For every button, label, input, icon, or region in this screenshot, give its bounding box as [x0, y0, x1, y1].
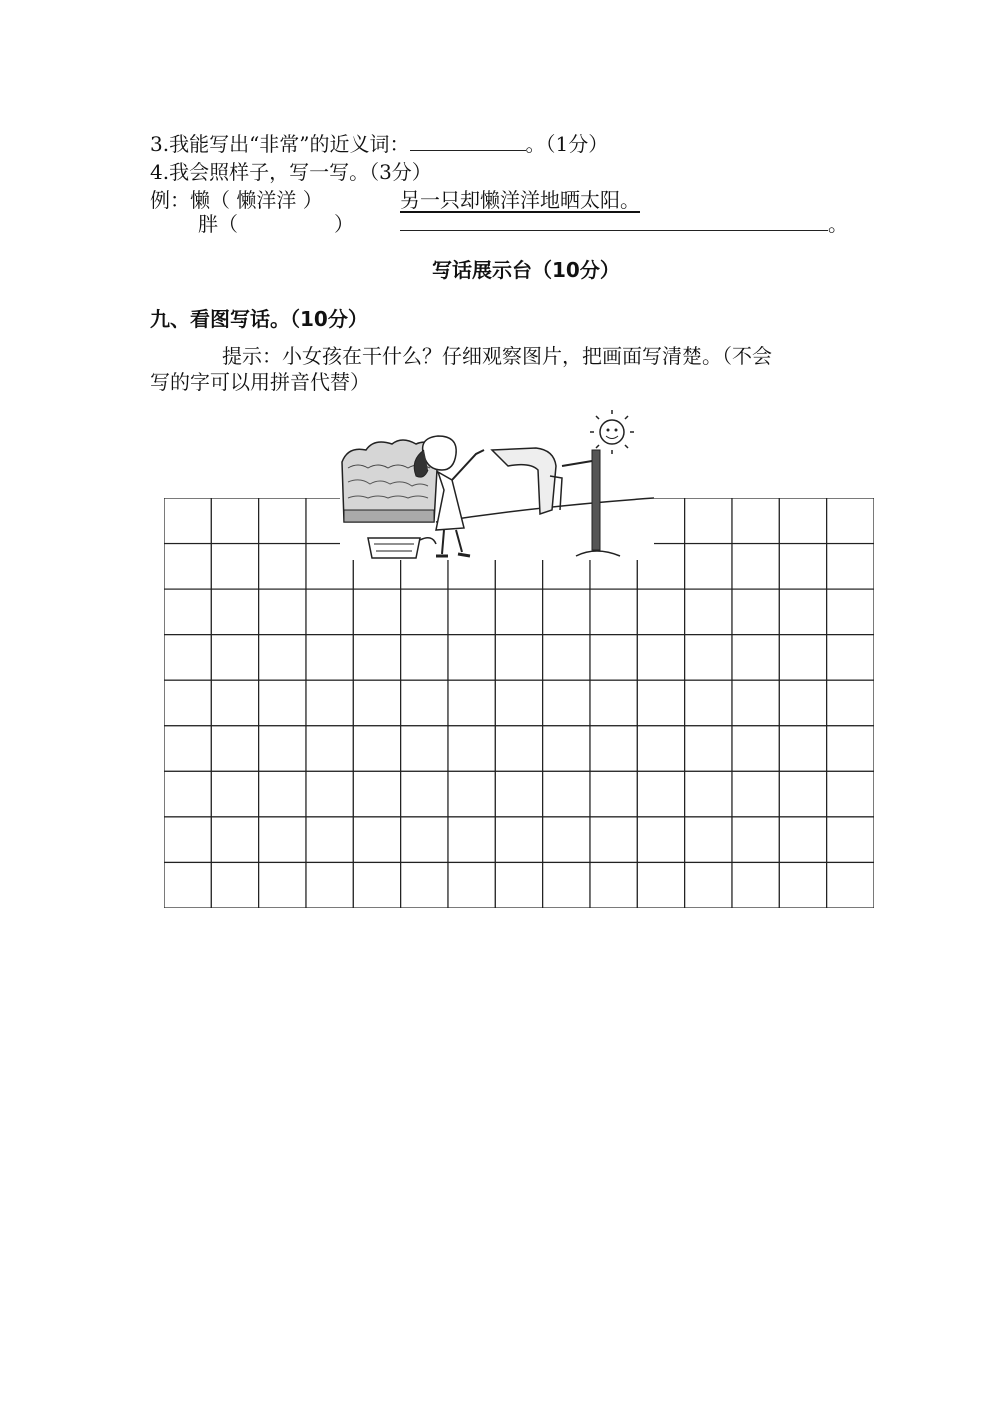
example-answer: 懒洋洋: [236, 188, 297, 212]
grid-cell[interactable]: [211, 862, 258, 908]
grid-cell[interactable]: [259, 498, 306, 544]
question-4: 4.我会照样子，写一写。（3分）: [150, 160, 432, 184]
grid-cell[interactable]: [827, 862, 874, 908]
grid-cell[interactable]: [732, 726, 779, 772]
grid-cell[interactable]: [637, 680, 684, 726]
grid-cell[interactable]: [353, 680, 400, 726]
grid-cell[interactable]: [732, 862, 779, 908]
grid-cell[interactable]: [353, 635, 400, 681]
grid-cell[interactable]: [259, 544, 306, 590]
question-3-text: 3.我能写出“非常”的近义词：: [150, 132, 410, 156]
grid-cell[interactable]: [164, 817, 211, 863]
grid-cell[interactable]: [164, 862, 211, 908]
task-sentence-blank[interactable]: [400, 230, 828, 231]
hint-line-1: 提示：小女孩在干什么？仔细观察图片，把画面写清楚。（不会: [222, 344, 772, 368]
grid-cell[interactable]: [259, 680, 306, 726]
grid-cell[interactable]: [353, 771, 400, 817]
example-sentence: 另一只却懒洋洋地晒太阳。: [400, 188, 640, 212]
grid-cell[interactable]: [779, 635, 826, 681]
grid-cell[interactable]: [590, 635, 637, 681]
grid-cell[interactable]: [732, 635, 779, 681]
grid-cell[interactable]: [164, 726, 211, 772]
grid-cell[interactable]: [543, 817, 590, 863]
example-char: 懒: [190, 188, 210, 212]
grid-cell[interactable]: [164, 589, 211, 635]
grid-cell[interactable]: [448, 862, 495, 908]
grid-cell[interactable]: [306, 771, 353, 817]
grid-cell[interactable]: [827, 498, 874, 544]
grid-cell[interactable]: [401, 680, 448, 726]
grid-cell[interactable]: [590, 589, 637, 635]
grid-cell[interactable]: [732, 589, 779, 635]
grid-cell[interactable]: [259, 862, 306, 908]
grid-cell[interactable]: [637, 589, 684, 635]
grid-cell[interactable]: [211, 771, 258, 817]
grid-cell[interactable]: [590, 817, 637, 863]
grid-cell[interactable]: [401, 771, 448, 817]
grid-cell[interactable]: [353, 817, 400, 863]
grid-cell[interactable]: [306, 817, 353, 863]
example-row: 例：懒（ 懒洋洋 ）: [150, 188, 323, 212]
grid-cell[interactable]: [685, 635, 732, 681]
grid-cell[interactable]: [211, 680, 258, 726]
grid-cell[interactable]: [306, 589, 353, 635]
grid-cell[interactable]: [779, 680, 826, 726]
answer-blank[interactable]: [410, 150, 526, 151]
question-3-end: 。（1分）: [525, 132, 609, 156]
grid-cell[interactable]: [685, 726, 732, 772]
grid-cell[interactable]: [448, 771, 495, 817]
grid-cell[interactable]: [827, 635, 874, 681]
grid-cell[interactable]: [259, 726, 306, 772]
grid-cell[interactable]: [401, 862, 448, 908]
grid-cell[interactable]: [306, 726, 353, 772]
grid-cell[interactable]: [779, 726, 826, 772]
grid-cell[interactable]: [732, 771, 779, 817]
hint-line-2: 写的字可以用拼音代替）: [150, 370, 370, 394]
grid-cell[interactable]: [211, 817, 258, 863]
grid-cell[interactable]: [259, 771, 306, 817]
grid-cell[interactable]: [732, 498, 779, 544]
grid-cell[interactable]: [495, 680, 542, 726]
grid-cell[interactable]: [779, 544, 826, 590]
task-row: 胖（ ）: [198, 212, 354, 236]
grid-cell[interactable]: [495, 589, 542, 635]
grid-cell[interactable]: [353, 726, 400, 772]
grid-cell[interactable]: [448, 817, 495, 863]
grid-cell[interactable]: [495, 726, 542, 772]
grid-cell[interactable]: [164, 680, 211, 726]
task-char: 胖: [198, 212, 218, 236]
grid-cell[interactable]: [637, 635, 684, 681]
grid-cell[interactable]: [448, 726, 495, 772]
grid-cell[interactable]: [353, 862, 400, 908]
grid-cell[interactable]: [543, 726, 590, 772]
grid-cell[interactable]: [164, 771, 211, 817]
grid-cell[interactable]: [590, 726, 637, 772]
grid-cell[interactable]: [306, 635, 353, 681]
grid-cell[interactable]: [211, 635, 258, 681]
grid-cell[interactable]: [164, 635, 211, 681]
grid-cell[interactable]: [827, 817, 874, 863]
grid-cell[interactable]: [827, 680, 874, 726]
task-sentence-row: [400, 212, 848, 236]
grid-cell[interactable]: [685, 771, 732, 817]
task-end: 。: [828, 212, 848, 236]
grid-cell[interactable]: [543, 862, 590, 908]
grid-cell[interactable]: [685, 589, 732, 635]
grid-cell[interactable]: [637, 817, 684, 863]
grid-cell[interactable]: [590, 680, 637, 726]
grid-cell[interactable]: [590, 862, 637, 908]
grid-cell[interactable]: [259, 589, 306, 635]
grid-cell[interactable]: [685, 862, 732, 908]
grid-cell[interactable]: [779, 862, 826, 908]
grid-cell[interactable]: [827, 589, 874, 635]
grid-cell[interactable]: [779, 771, 826, 817]
grid-cell[interactable]: [732, 544, 779, 590]
grid-cell[interactable]: [779, 498, 826, 544]
grid-cell[interactable]: [685, 817, 732, 863]
grid-cell[interactable]: [495, 862, 542, 908]
grid-cell[interactable]: [779, 589, 826, 635]
grid-cell[interactable]: [685, 544, 732, 590]
grid-cell[interactable]: [401, 589, 448, 635]
grid-cell[interactable]: [495, 771, 542, 817]
grid-cell[interactable]: [164, 544, 211, 590]
grid-cell[interactable]: [164, 498, 211, 544]
grid-cell[interactable]: [401, 726, 448, 772]
grid-cell[interactable]: [637, 862, 684, 908]
grid-cell[interactable]: [543, 680, 590, 726]
grid-cell[interactable]: [306, 680, 353, 726]
grid-cell[interactable]: [401, 635, 448, 681]
grid-cell[interactable]: [259, 635, 306, 681]
grid-cell[interactable]: [827, 544, 874, 590]
grid-cell[interactable]: [732, 680, 779, 726]
grid-cell[interactable]: [448, 680, 495, 726]
grid-cell[interactable]: [211, 726, 258, 772]
grid-cell[interactable]: [543, 771, 590, 817]
grid-cell[interactable]: [685, 498, 732, 544]
grid-cell[interactable]: [448, 589, 495, 635]
grid-cell[interactable]: [732, 817, 779, 863]
grid-cell[interactable]: [259, 817, 306, 863]
grid-cell[interactable]: [827, 726, 874, 772]
grid-cell[interactable]: [211, 544, 258, 590]
grid-cell[interactable]: [685, 680, 732, 726]
grid-cell[interactable]: [637, 771, 684, 817]
example-label: 例：: [150, 188, 190, 212]
grid-cell[interactable]: [448, 635, 495, 681]
grid-cell[interactable]: [211, 589, 258, 635]
grid-cell[interactable]: [543, 589, 590, 635]
grid-cell[interactable]: [211, 498, 258, 544]
grid-cell[interactable]: [637, 726, 684, 772]
grid-cell[interactable]: [495, 817, 542, 863]
illustration: [340, 410, 654, 560]
grid-cell[interactable]: [827, 771, 874, 817]
question-3: [150, 132, 608, 156]
grid-cell[interactable]: [353, 589, 400, 635]
grid-cell[interactable]: [590, 771, 637, 817]
grid-cell[interactable]: [306, 862, 353, 908]
grid-cell[interactable]: [543, 635, 590, 681]
question-9-title: 九、看图写话。（10分）: [150, 307, 368, 331]
grid-cell[interactable]: [779, 817, 826, 863]
grid-cell[interactable]: [401, 817, 448, 863]
section-title: 写话展示台（10分）: [432, 258, 620, 282]
grid-cell[interactable]: [495, 635, 542, 681]
